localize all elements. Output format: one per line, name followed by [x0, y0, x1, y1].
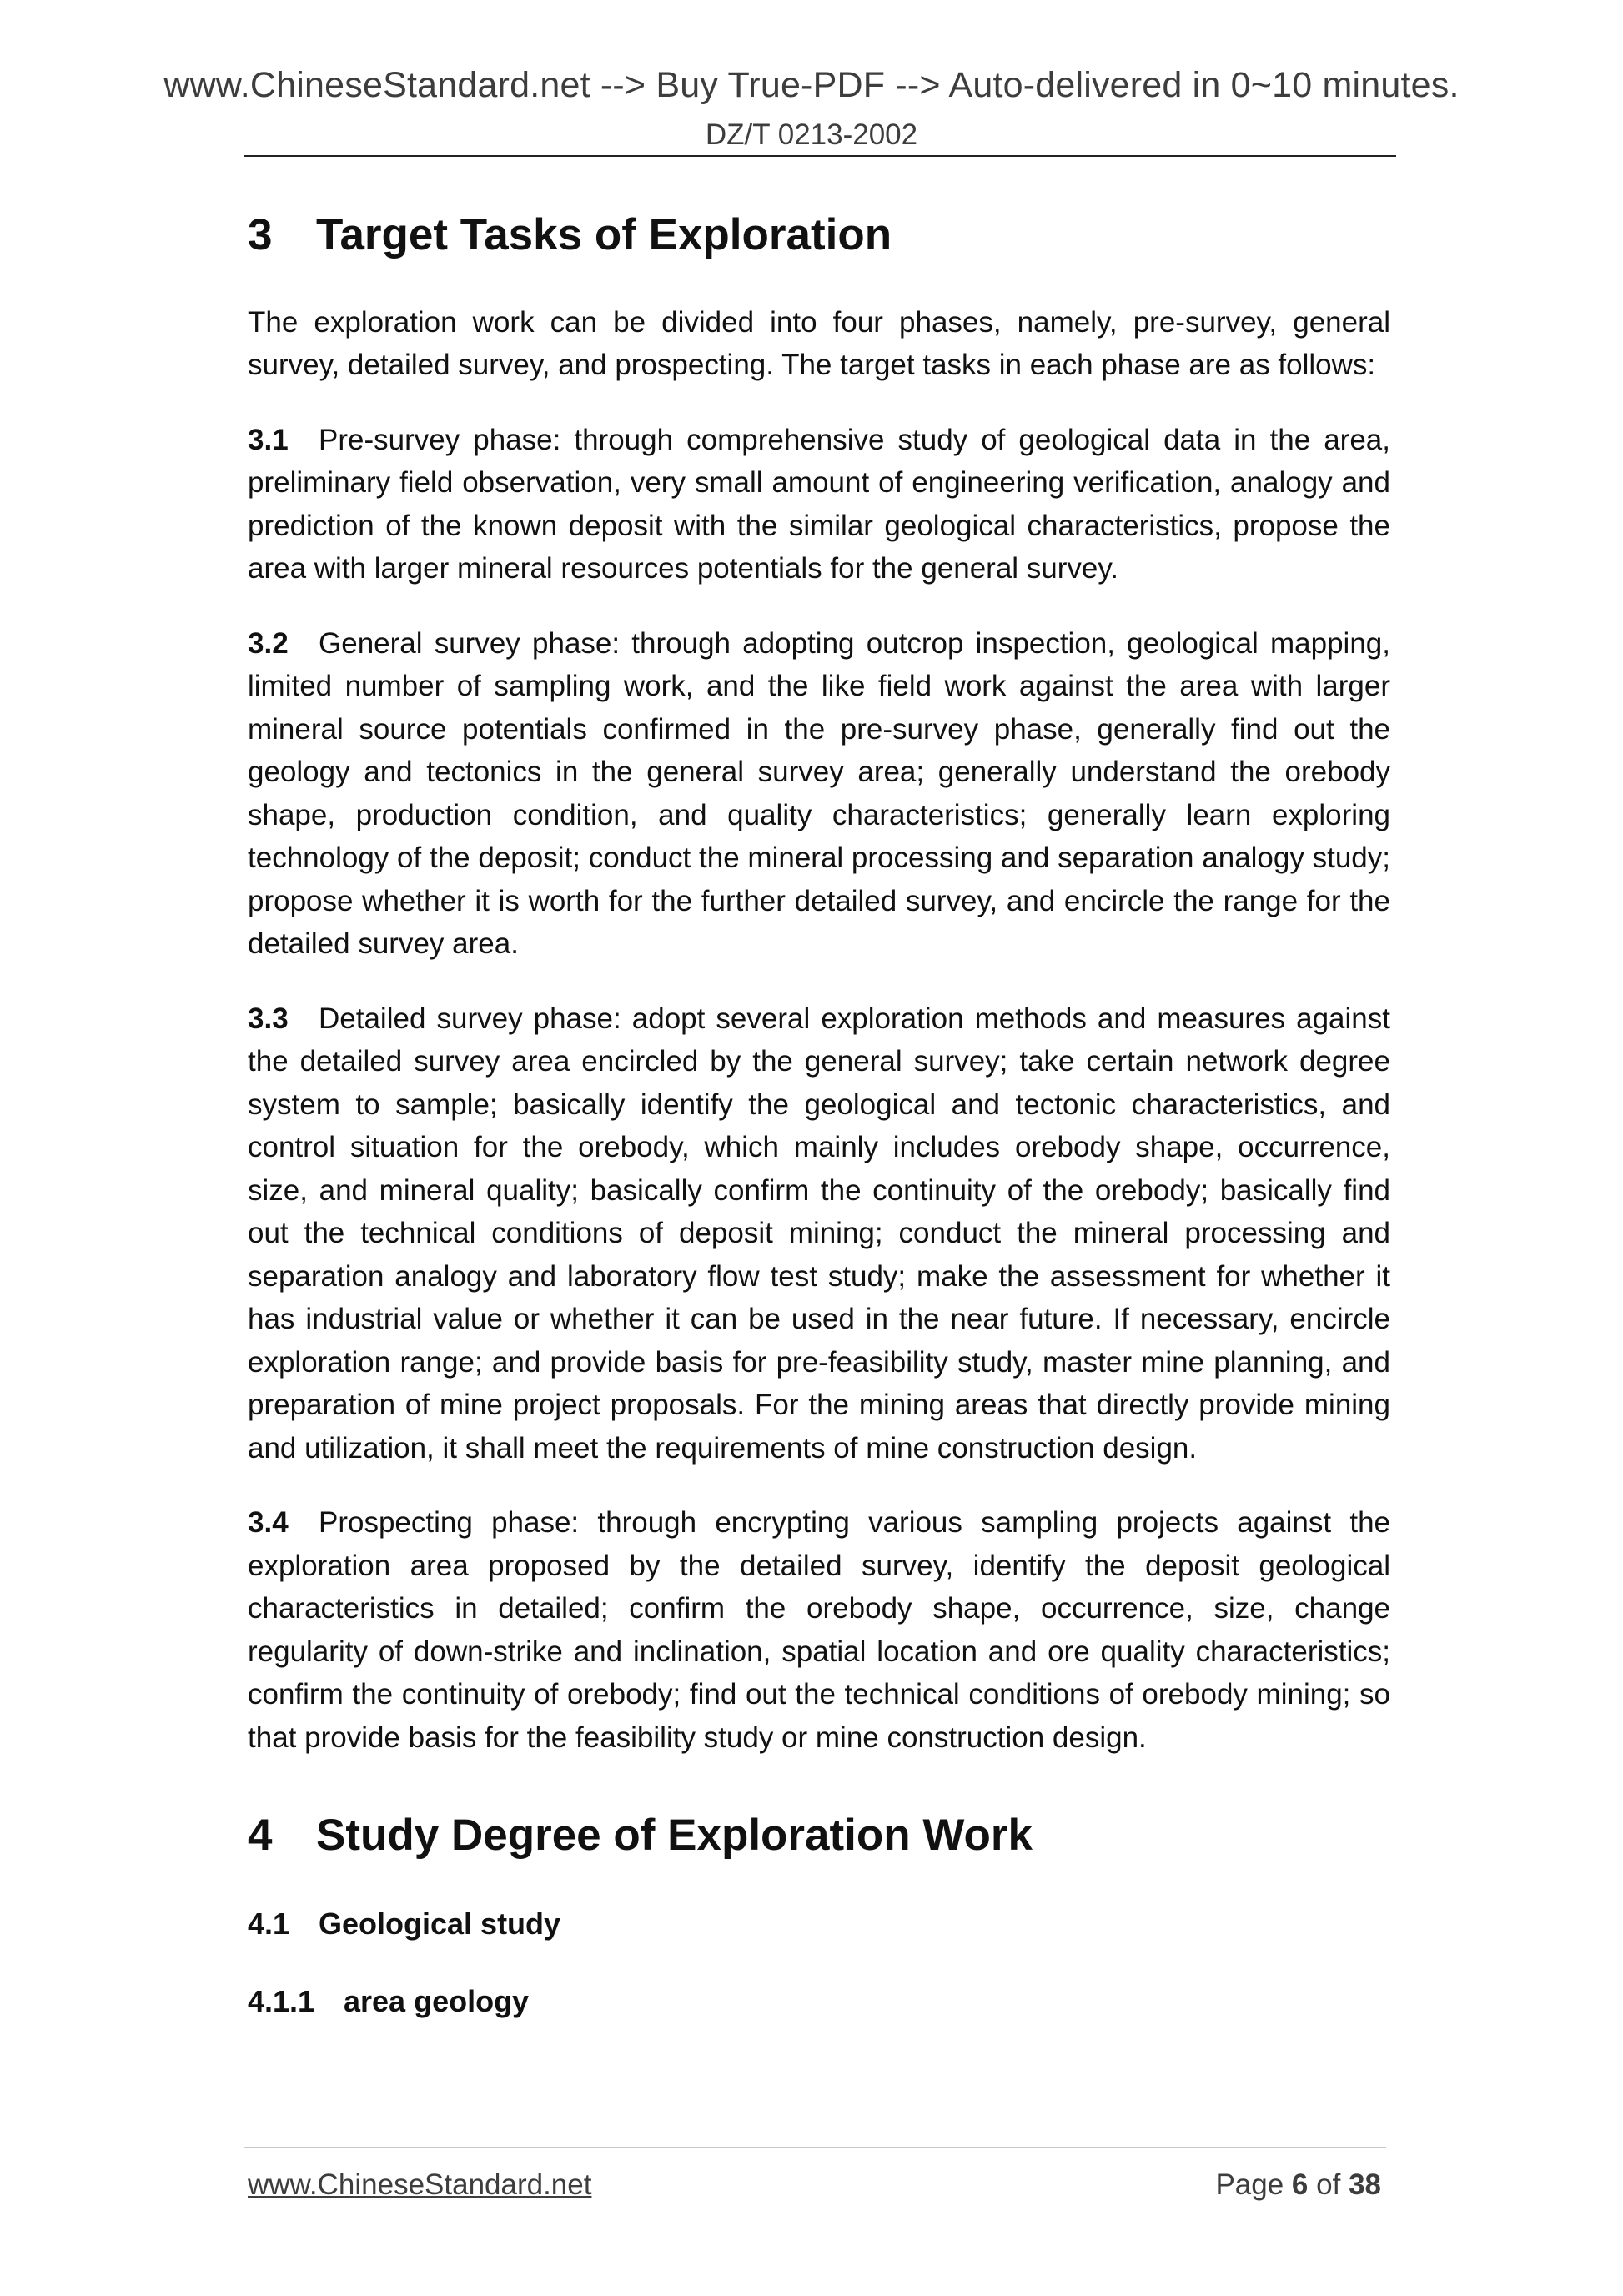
clause-3-4 [248, 1501, 1390, 1759]
top-banner[interactable]: www.ChineseStandard.net --> Buy True-PDF --> Auto-delivered in 0~10 minutes. [163, 65, 1460, 105]
page-total: 38 [1349, 2168, 1381, 2201]
section-3-number: 3 [248, 210, 273, 259]
subsection-4-1-1-number: 4.1.1 [248, 1984, 315, 2019]
clause-number: 3.3 [248, 1002, 289, 1035]
section-4-number: 4 [248, 1811, 273, 1861]
standard-code: DZ/T 0213-2002 [705, 118, 918, 151]
subsection-4-1-1-title: area geology [344, 1984, 530, 2019]
section-3-heading [248, 207, 1390, 264]
subsection-4-1-1-heading [248, 1982, 1390, 2022]
clause-text: Pre-survey phase: through comprehensive study of geological data in the area, preliminary field observation, very small amount of engineering verification, analogy and prediction of the known deposit with the similar geological characteristics, propose the area with larger mineral resources potentials for the general survey. [248, 423, 1390, 585]
clause-text: Prospecting phase: through encrypting various sampling projects against the exploration area proposed by the detailed survey, identify the deposit geological characteristics in detailed; confirm the orebody shape, occurrence, size, change regularity of down-strike and inclination, spatial location and ore quality characteristics; confirm the continuity of orebody; find out the technical conditions of orebody mining; so that provide basis for the feasibility study or mine construction design. [248, 1506, 1390, 1754]
clause-3-3 [248, 997, 1390, 1470]
section-3-intro: The exploration work can be divided into four phases, namely, pre-survey, general survey, detailed survey, and prospecting. The target tasks in each phase are as follows: [248, 305, 1390, 382]
clause-number: 3.1 [248, 423, 289, 456]
subsection-4-1-title: Geological study [319, 1907, 561, 1942]
page-current: 6 [1291, 2168, 1309, 2201]
subsection-4-1-number: 4.1 [248, 1907, 290, 1942]
document-body [248, 207, 1390, 2022]
footer-divider [244, 2147, 1386, 2148]
footer-site-link[interactable]: www.ChineseStandard.net [248, 2168, 592, 2201]
subsection-4-1-heading [248, 1905, 1390, 1944]
clause-number: 3.2 [248, 626, 289, 660]
page-word: Page [1215, 2168, 1284, 2201]
header-divider [244, 155, 1396, 157]
page-of: of [1316, 2168, 1341, 2201]
clause-text: General survey phase: through adopting outcrop inspection, geological mapping, limited number of sampling work, and the like field work against the area with larger mineral source potentials confirmed in the pre-survey phase, generally find out the geology and tectonics in the general survey area; generally understand the orebody shape, production condition, and quality characteristics; generally learn exploring technology of the deposit; conduct the mineral processing and separation analogy study; propose whether it is worth for the further detailed survey, and encircle the range for the detailed survey area. [248, 626, 1390, 961]
clause-text: Detailed survey phase: adopt several exploration methods and measures against the detailed survey area encircled by the general survey; take certain network degree system to sample; basically identify the geological and tectonic characteristics, and control situation for the orebody, which mainly includes orebody shape, occurrence, size, and mineral quality; basically confirm the continuity of the orebody; basically find out the technical conditions of deposit mining; conduct the mineral processing and separation analogy and laboratory flow test study; make the assessment for whether it has industrial value or whether it can be used in the near future. If necessary, encircle exploration range; and provide basis for pre-feasibility study, master mine planning, and preparation of mine project proposals. For the mining areas that directly provide mining and utilization, it shall meet the requirements of mine construction design. [248, 1002, 1390, 1465]
clause-3-1 [248, 419, 1390, 590]
section-3-title: Target Tasks of Exploration [316, 210, 892, 259]
section-4-title: Study Degree of Exploration Work [316, 1811, 1033, 1861]
section-4-heading [248, 1807, 1390, 1865]
page-indicator [1215, 2168, 1381, 2202]
clause-3-2 [248, 622, 1390, 966]
clause-number: 3.4 [248, 1506, 289, 1540]
